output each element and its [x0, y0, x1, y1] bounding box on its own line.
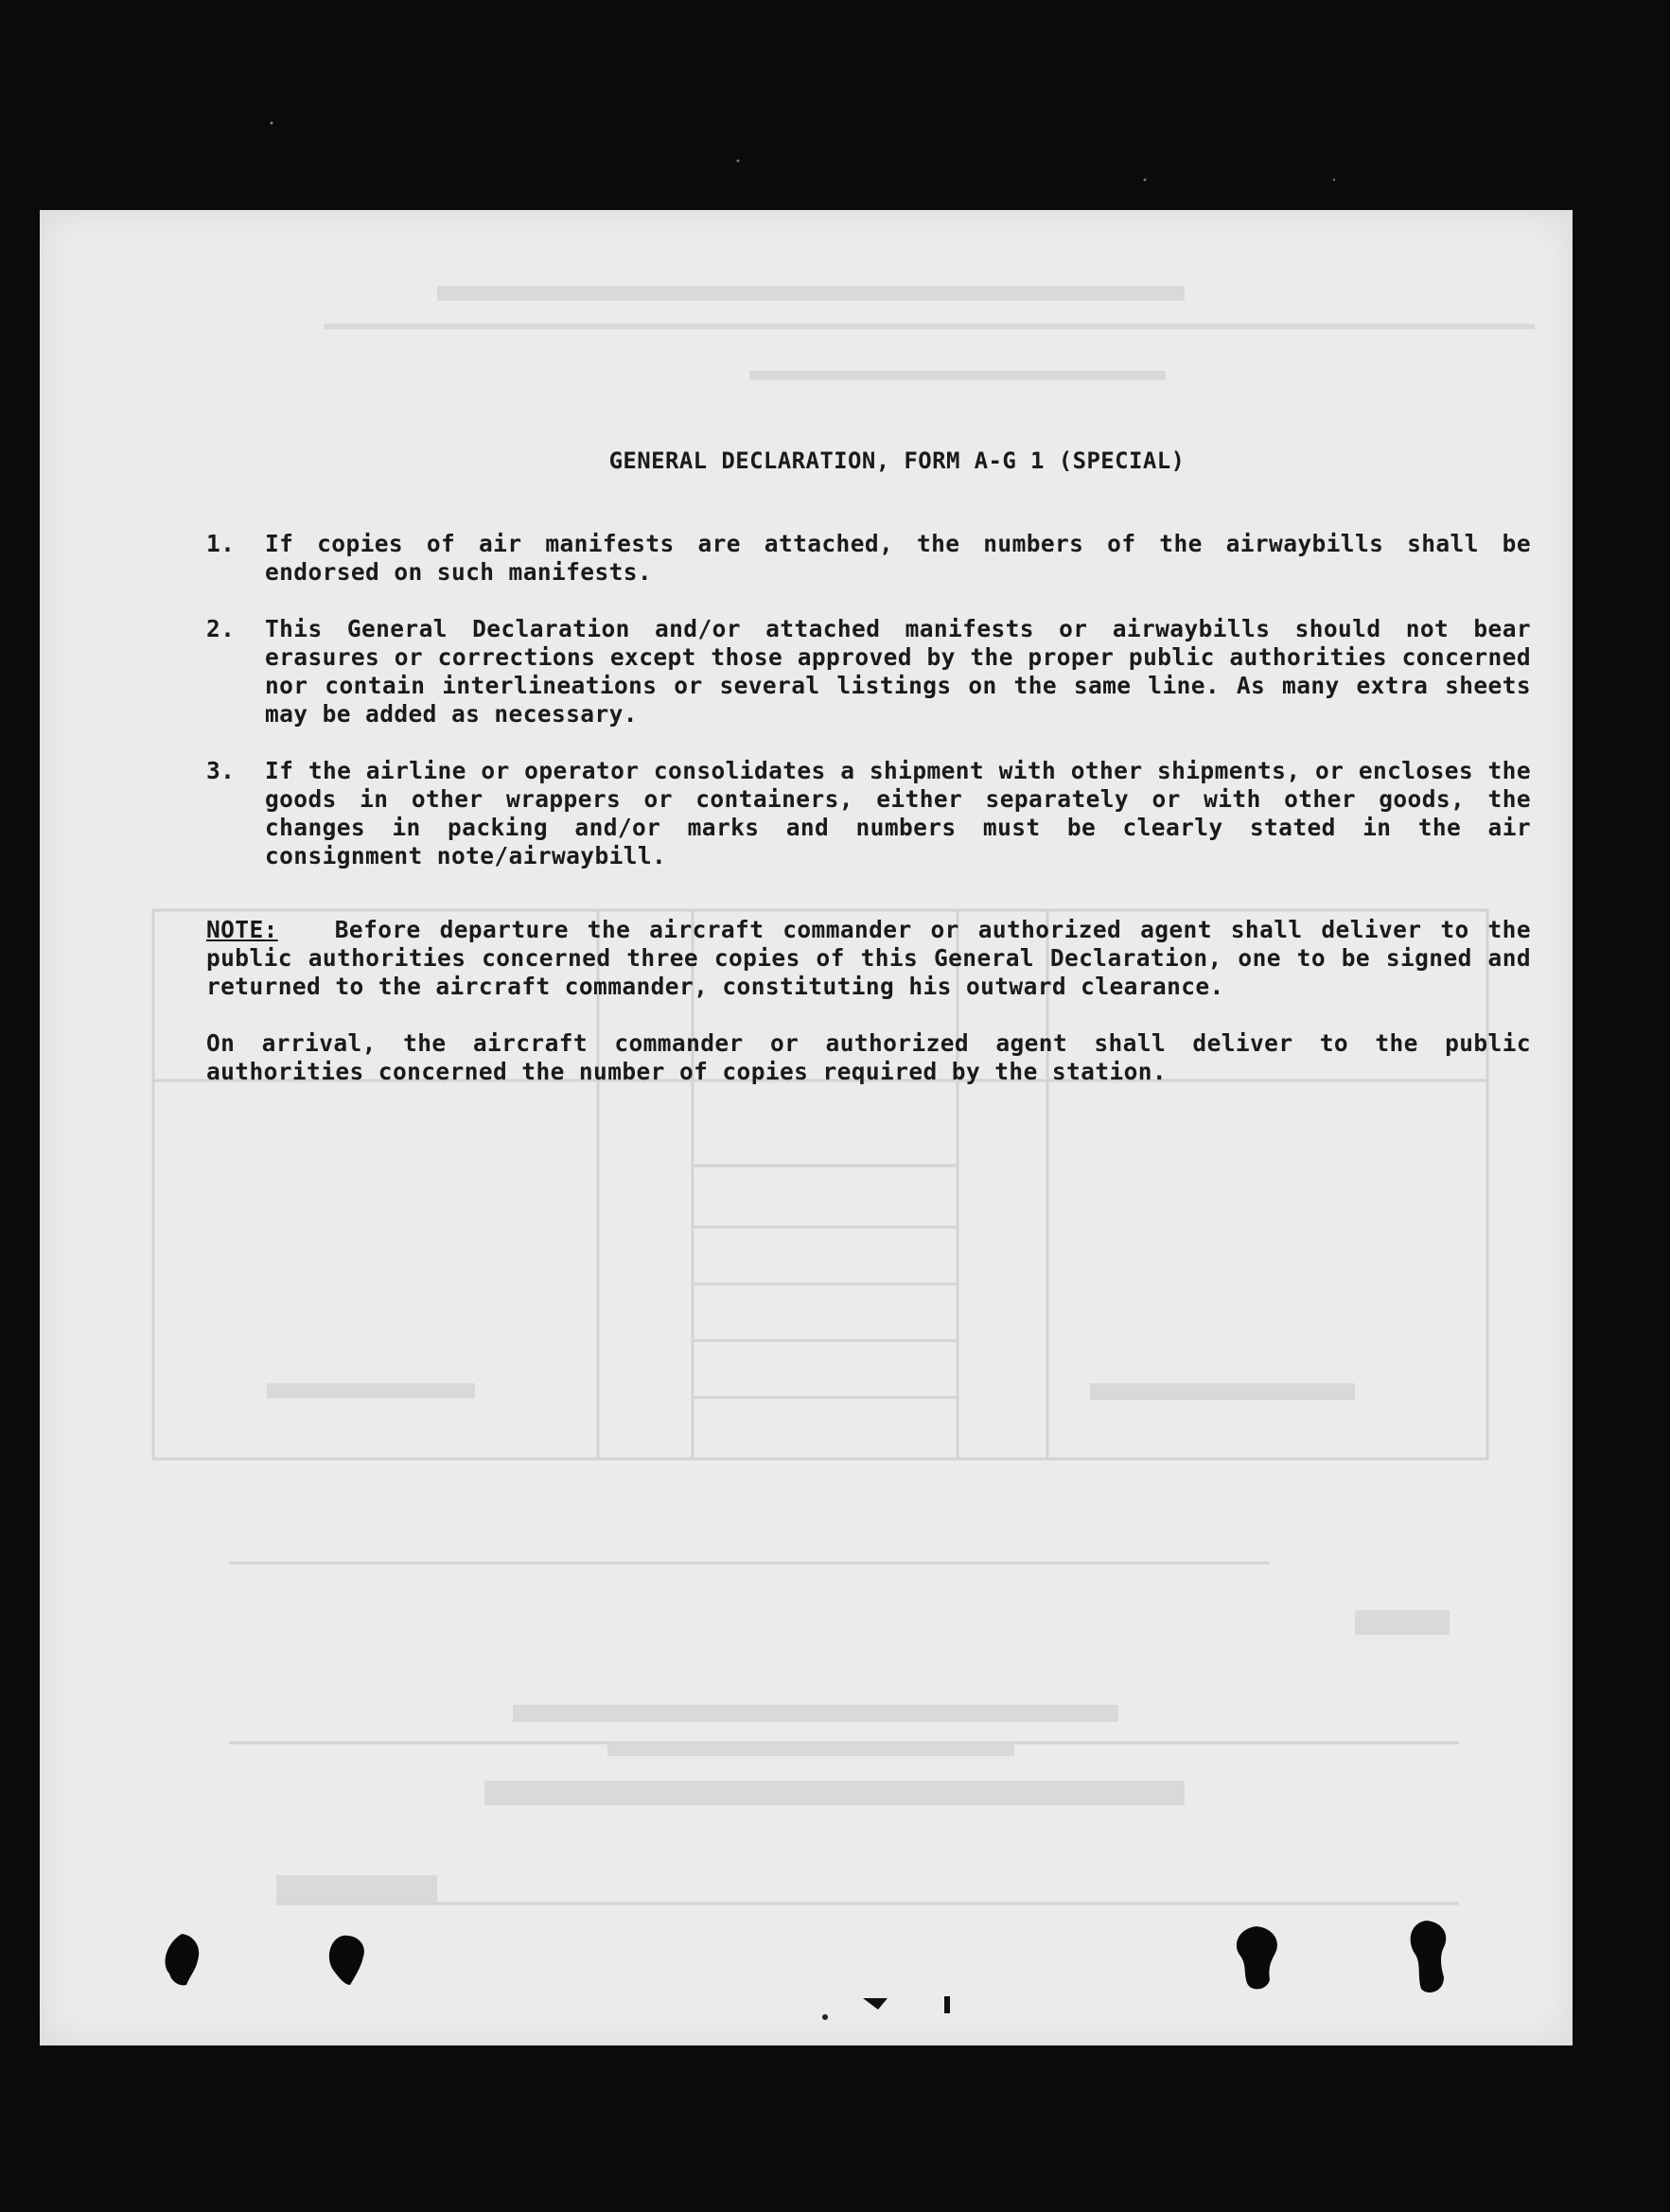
item-number: 1. — [206, 530, 236, 557]
punch-hole — [1230, 1924, 1283, 1994]
item-text: If the airline or operator consolidates a shipment with other shipments, or encloses the goods in other wrappers or containers, either separately or with other goods, the changes in packing and/or marks and numbers must be clearly stated in the air consignment note/airwaybill. — [265, 757, 1531, 869]
punch-hole — [1402, 1919, 1451, 1998]
item-number: 3. — [206, 757, 236, 784]
item-text: This General Declaration and/or attached manifests or airwaybills should not bear erasures or corrections except those approved by the proper public authorities concerned nor contain interlineations or several listings on the same line. As many extra sheets may be added as necessary. — [265, 615, 1531, 728]
scan-specks — [0, 0, 1670, 208]
punch-hole — [158, 1932, 205, 1989]
list-item — [206, 530, 1531, 587]
declaration-text — [206, 447, 1531, 1086]
document-page — [40, 210, 1573, 2045]
list-item — [206, 757, 1531, 870]
ink-specks — [816, 1989, 967, 2027]
item-text: If copies of air manifests are attached, the numbers of the airwaybills shall be endorsed on such manifests. — [265, 530, 1531, 586]
punch-hole — [324, 1932, 371, 1989]
note-paragraph — [206, 916, 1531, 1001]
arrival-paragraph: On arrival, the aircraft commander or authorized agent shall deliver to the public authorities concerned the number of copies required by the station. — [206, 1029, 1531, 1085]
note-label: NOTE: — [206, 916, 278, 943]
list-item — [206, 615, 1531, 729]
item-number: 2. — [206, 615, 236, 642]
page-title: GENERAL DECLARATION, FORM A-G 1 (SPECIAL) — [608, 448, 1186, 474]
note-text: Before departure the aircraft commander or authorized agent shall deliver to the public authorities concerned three copies of this General Declaration, one to be signed and returned to the aircraft commander, constituting his outward clearance. — [206, 916, 1531, 1000]
